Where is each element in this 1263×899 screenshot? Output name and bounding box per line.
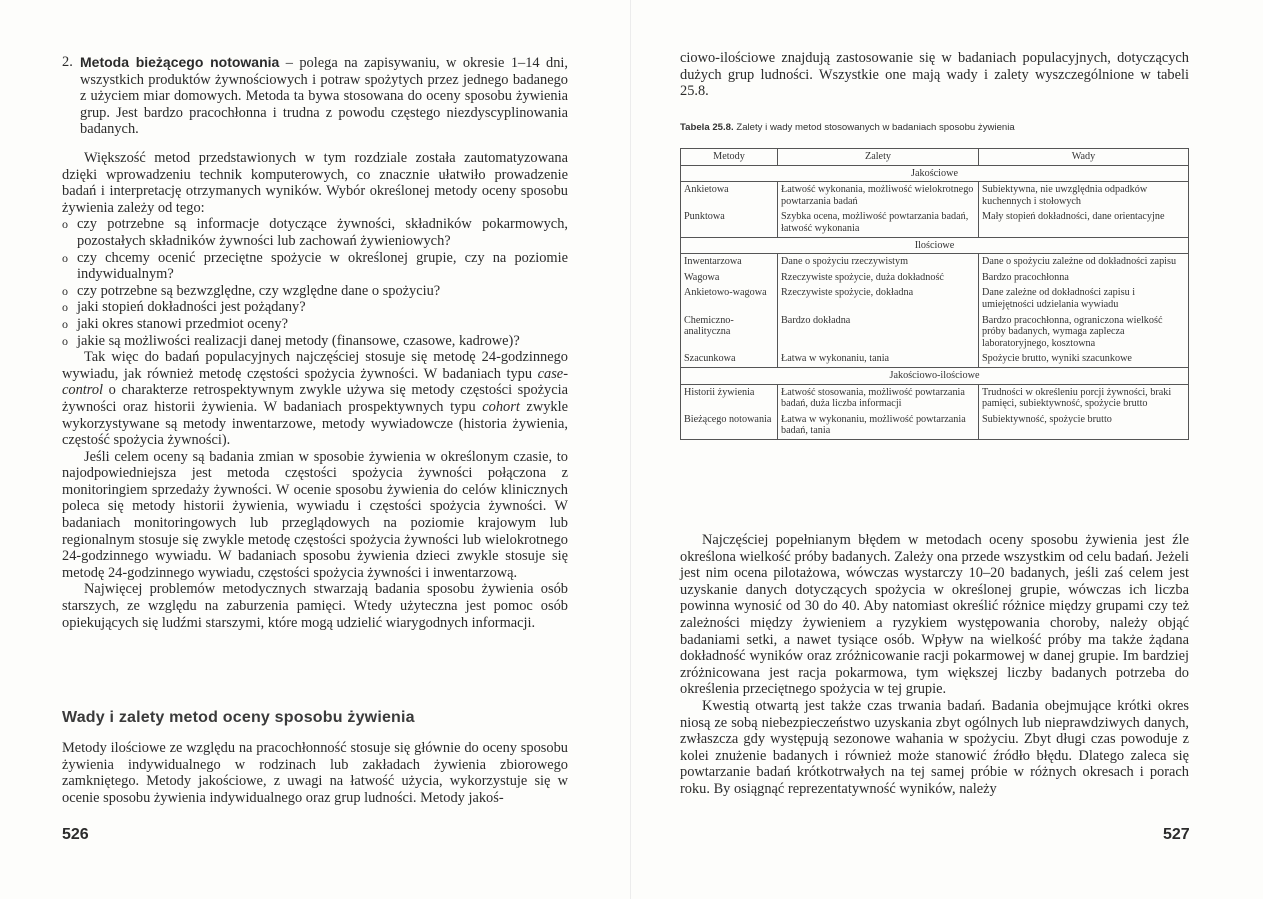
cell-method: Bieżącego notowania	[681, 412, 778, 440]
header-methods: Metody	[681, 149, 778, 166]
table-row	[681, 384, 1189, 412]
table-row	[681, 254, 1189, 270]
list-item-method-2	[62, 54, 568, 138]
criteria-item: o czy potrzebne są bezwzględne, czy względne dane o spożyciu?	[62, 282, 441, 299]
cell-pros: Łatwość wykonania, możliwość wielokrotnego powtarzania badań	[778, 182, 979, 210]
paragraph: Większość metod przedstawionych w tym rozdziale została zautomatyzowana dzięki wprowadzeniu technik komputerowych, co znacznie ułatwiło prowadzenie badań i interpretację otrzymanych wyników. Wybór określonej metody oceny sposobu żywienia zależy od tego:	[62, 150, 568, 216]
cell-cons: Subiektywna, nie uwzględnia odpadków kuchennych i stołowych	[979, 182, 1189, 210]
right-main-text	[680, 532, 1189, 798]
cell-pros: Łatwa w wykonaniu, tania	[778, 351, 979, 367]
paragraph: Jeśli celem oceny są badania zmian w sposobie żywienia w określonym czasie, to najodpowiedniejsza jest metoda częstości spożycia żywności połączona z monitoringiem sprzedaży żywności. W ocenie sposobu żywienia do celów klinicznych poleca się metody historii żywienia, wywiadu i częstości spożycia żywności. W badaniach monitoringowych lub przeglądowych na poziomie krajowym lub regionalnym stosuje się zwykle metodę częstości spożycia żywności lub wielokrotnego 24-godzinnego wywiadu. W badaniach sposobu żywienia dzieci zwykle stosuje się metodę 24-godzinnego wywiadu, częstości spożycia żywności i inwentarzową.	[62, 448, 568, 581]
table-group-row	[681, 237, 1189, 254]
criteria-item: o czy potrzebne są informacje dotyczące żywności, składników pokarmowych, pozostałych składników żywności lub zachowań żywieniowych?	[62, 216, 568, 249]
header-cons: Wady	[979, 149, 1189, 166]
table-caption: Tabela 25.8. Zalety i wady metod stosowanych w badaniach sposobu żywienia	[680, 122, 1015, 133]
group-label: Jakościowo-ilościowe	[681, 367, 1189, 384]
cell-method: Inwentarzowa	[681, 254, 778, 270]
page-number-right: 527	[1163, 826, 1190, 843]
paragraph: Metody ilościowe ze względu na pracochłonność stosuje się głównie do oceny sposobu żywienia indywidualnego w rodzinach lub zakładach żywienia zbiorowego zamkniętego. Metody jakościowe, z uwagi na łatwość użycia, wykorzystuje się w ocenie sposobu żywienia indywidualnego oraz grup ludności. Metody jakoś-	[62, 740, 568, 806]
bullet-icon: o	[62, 300, 68, 315]
paragraph: Najwięcej problemów metodycznych stwarzają badania sposobu żywienia osób starszych, ze względu na zaburzenia pamięci. Wtedy użyteczna jest pomoc osób opiekujących się ludźmi starszymi, które mogą udzielić wiarygodnych informacji.	[62, 581, 568, 631]
cell-method: Ankietowa	[681, 182, 778, 210]
cell-cons: Bardzo pracochłonna	[979, 270, 1189, 286]
right-top-text	[680, 50, 1189, 100]
table-row	[681, 412, 1189, 440]
section-heading: Wady i zalety metod oceny sposobu żywienia	[62, 709, 415, 726]
table-group-row	[681, 367, 1189, 384]
cell-method: Punktowa	[681, 209, 778, 237]
cell-cons: Dane zależne od dokładności zapisu i umiejętności udzielania wywiadu	[979, 285, 1189, 312]
criteria-item: o jaki stopień dokładności jest pożądany?	[62, 299, 306, 316]
table-row	[681, 182, 1189, 210]
bullet-icon: o	[62, 283, 68, 298]
cell-pros: Bardzo dokładna	[778, 313, 979, 352]
cell-method: Szacunkowa	[681, 351, 778, 367]
right-page	[632, 0, 1263, 899]
criteria-item: o jakie są możliwości realizacji danej metody (finansowe, czasowe, kadrowe)?	[62, 332, 520, 349]
cell-pros: Rzeczywiste spożycie, duża dokładność	[778, 270, 979, 286]
group-label: Ilościowe	[681, 237, 1189, 254]
paragraph: Najczęściej popełnianym błędem w metodach oceny sposobu żywienia jest źle określona wielkość próby badanych. Zależy ona przede wszystkim od celu badań. Jeżeli jest nim ocena pilotażowa, wówczas wystarczy 10–20 badanych, jeśli zaś celem jest uzyskanie danych dotyczących spożycia w określonej grupie, wówczas ich liczba powinna wynosić od 30 do 40. Aby natomiast określić różnice między grupami czy też zależności między żywieniem a ryzykiem występowania choroby, należy objąć badaniami setki, a nawet tysiące osób. Wpływ na wielkość próby ma także żądana dokładność wyników oraz zróżnicowanie racji pokarmowej w danej grupie. Im bardziej zróżnicowana jest racja pokarmowa, tym większej liczby badanych potrzeba do określenia przeciętnego spożycia w tej grupie.	[680, 532, 1189, 698]
table-row	[681, 285, 1189, 312]
table-row	[681, 209, 1189, 237]
paragraph: Tak więc do badań populacyjnych najczęściej stosuje się metodę 24-godzinnego wywiadu, jak również metodę częstości spożycia żywności. W badaniach typu case-control o charakterze retrospektywnym zwykle używa się metody częstości spożycia żywności oraz historii żywienia. W badaniach prospektywnych typu cohort zwykle wykorzystywane są metody inwentarzowe, metody wywiadowcze (historia żywienia, częstość spożycia żywności).	[62, 349, 568, 449]
bullet-icon: o	[62, 333, 68, 348]
cell-method: Ankietowo-wagowa	[681, 285, 778, 312]
table-row	[681, 270, 1189, 286]
cell-pros: Łatwa w wykonaniu, możliwość powtarzania badań, tania	[778, 412, 979, 440]
paragraph: Kwestią otwartą jest także czas trwania badań. Badania obejmujące krótki okres niosą ze sobą niebezpieczeństwo uzyskania zbyt ogólnych lub nieprawdziwych danych, zwłaszcza gdy występują sezonowe wahania w spożyciu. Zbyt długi czas powoduje z kolei znużenie badanych i również może stanowić źródło błędu. Dlatego zaleca się powtarzanie badań krótkotrwałych na tej samej próbie w różnych okresach i porach roku. By osiągnąć reprezentatywność wyników, należy	[680, 697, 1189, 797]
bullet-icon: o	[62, 217, 68, 232]
left-main-text	[62, 150, 568, 631]
table-row	[681, 351, 1189, 367]
cell-cons: Spożycie brutto, wyniki szacunkowe	[979, 351, 1189, 367]
method-description: – polega na zapisywaniu, w okresie 1–14 dni, wszystkich produktów żywnościowych i potraw spożytych przez jednego badanego z użyciem miar domowych. Metoda ta bywa stosowana do oceny sposobu żywienia grup. Jest bardzo pracochłonna i trudna z powodu częstego niezdyscyplinowania badanych.	[80, 55, 568, 138]
method-title: Metoda bieżącego notowania	[80, 54, 280, 70]
bullet-icon: o	[62, 250, 68, 265]
cell-pros: Dane o spożyciu rzeczywistym	[778, 254, 979, 270]
cell-cons: Mały stopień dokładności, dane orientacyjne	[979, 209, 1189, 237]
left-page	[0, 0, 631, 899]
cell-pros: Szybka ocena, możliwość powtarzania badań, łatwość wykonania	[778, 209, 979, 237]
cell-cons: Trudności w określeniu porcji żywności, braki pamięci, subiektywność, spożycie brutto	[979, 384, 1189, 412]
criteria-item: o czy chcemy ocenić przeciętne spożycie w określonej grupie, czy na poziomie indywidualnym?	[62, 249, 568, 283]
table-header-row	[681, 149, 1189, 166]
methods-table	[680, 148, 1189, 440]
cell-cons: Bardzo pracochłonna, ograniczona wielkość próby badanych, wymaga zaplecza laboratoryjnego, kosztowna	[979, 313, 1189, 352]
table-row	[681, 313, 1189, 352]
criteria-list	[62, 216, 568, 349]
cell-cons: Subiektywność, spożycie brutto	[979, 412, 1189, 440]
criteria-item: o jaki okres stanowi przedmiot oceny?	[62, 315, 288, 332]
cell-cons: Dane o spożyciu zależne od dokładności zapisu	[979, 254, 1189, 270]
cell-method: Historii żywienia	[681, 384, 778, 412]
table-group-row	[681, 165, 1189, 182]
bullet-icon: o	[62, 316, 68, 331]
left-bottom-text	[62, 740, 568, 806]
cell-method: Wagowa	[681, 270, 778, 286]
list-number: 2.	[62, 54, 73, 70]
paragraph: ciowo-ilościowe znajdują zastosowanie się w badaniach populacyjnych, dotyczących dużych grup ludności. Wszystkie one mają wady i zalety wyszczególnione w tabeli 25.8.	[680, 50, 1189, 100]
group-label: Jakościowe	[681, 165, 1189, 182]
cell-pros: Rzeczywiste spożycie, dokładna	[778, 285, 979, 312]
cell-method: Chemiczno-analityczna	[681, 313, 778, 352]
cell-pros: Łatwość stosowania, możliwość powtarzania badań, duża liczba informacji	[778, 384, 979, 412]
page-number-left: 526	[62, 826, 89, 843]
header-pros: Zalety	[778, 149, 979, 166]
